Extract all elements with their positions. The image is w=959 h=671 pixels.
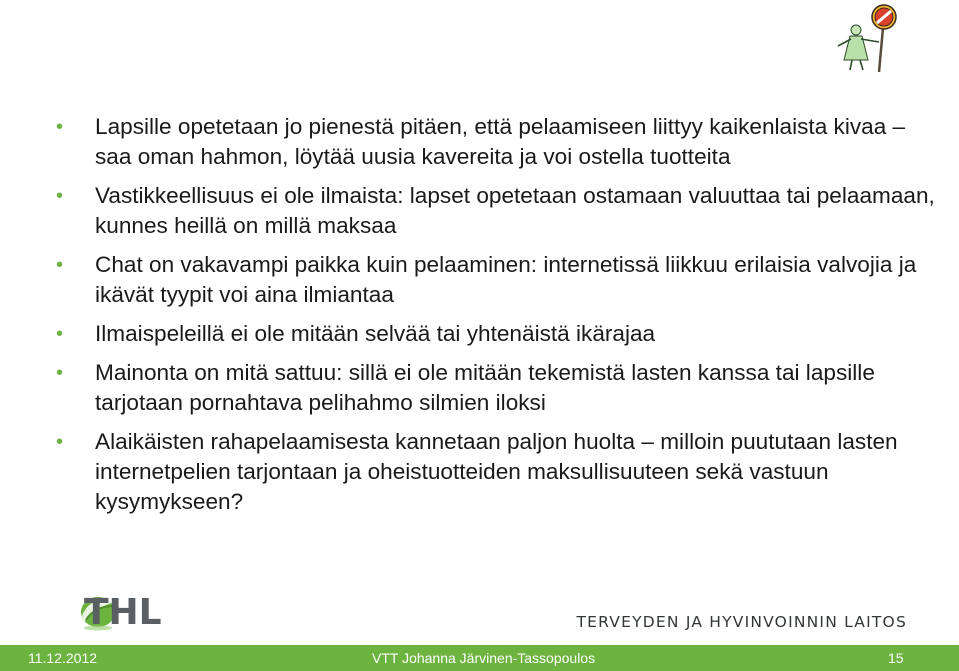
child-with-no-entry-sign-icon [832, 2, 898, 72]
bullet-marker: • [56, 431, 64, 453]
bullet-item [56, 181, 936, 241]
bullet-marker: • [56, 362, 64, 384]
bullet-list [56, 112, 936, 526]
thl-logo-text: THL [84, 592, 162, 633]
bullet-item [56, 112, 936, 172]
bullet-item [56, 358, 936, 418]
bullet-marker: • [56, 116, 64, 138]
bullet-text: Ilmaispeleillä ei ole mitään selvää tai yhtenäistä ikärajaa [95, 321, 656, 346]
bullet-text: Chat on vakavampi paikka kuin pelaaminen: internetissä liikkuu erilaisia valvojia ja ikävät tyypit voi aina ilmiantaa [95, 252, 917, 307]
bullet-marker: • [56, 185, 64, 207]
bullet-item [56, 427, 936, 517]
bullet-marker: • [56, 254, 64, 276]
institute-name: TERVEYDEN JA HYVINVOINNIN LAITOS [576, 613, 907, 631]
bullet-text: Alaikäisten rahapelaamisesta kannetaan paljon huolta – milloin puututaan lasten internetpelien tarjontaan ja oheistuotteiden maksullisuuteen sekä vastuun kysymykseen? [95, 429, 898, 514]
bullet-text: Lapsille opetetaan jo pienestä pitäen, että pelaamiseen liittyy kaikenlaista kivaa – saa oman hahmon, löytää uusia kavereita ja voi ostella tuotteita [95, 114, 906, 169]
bullet-text: Vastikkeellisuus ei ole ilmaista: lapset opetetaan ostamaan valuuttaa tai pelaamaan, kunnes heillä on millä maksaa [95, 183, 935, 238]
footer-date: 11.12.2012 [28, 650, 98, 666]
footer-author: VTT Johanna Järvinen-Tassopoulos [372, 650, 596, 666]
bullet-text: Mainonta on mitä sattuu: sillä ei ole mitään tekemistä lasten kanssa tai lapsille tarjotaan pornahtava pelihahmo silmien iloksi [95, 360, 875, 415]
bullet-item [56, 319, 936, 349]
page-number: 15 [888, 650, 904, 666]
bullet-item [56, 250, 936, 310]
bullet-marker: • [56, 323, 64, 345]
